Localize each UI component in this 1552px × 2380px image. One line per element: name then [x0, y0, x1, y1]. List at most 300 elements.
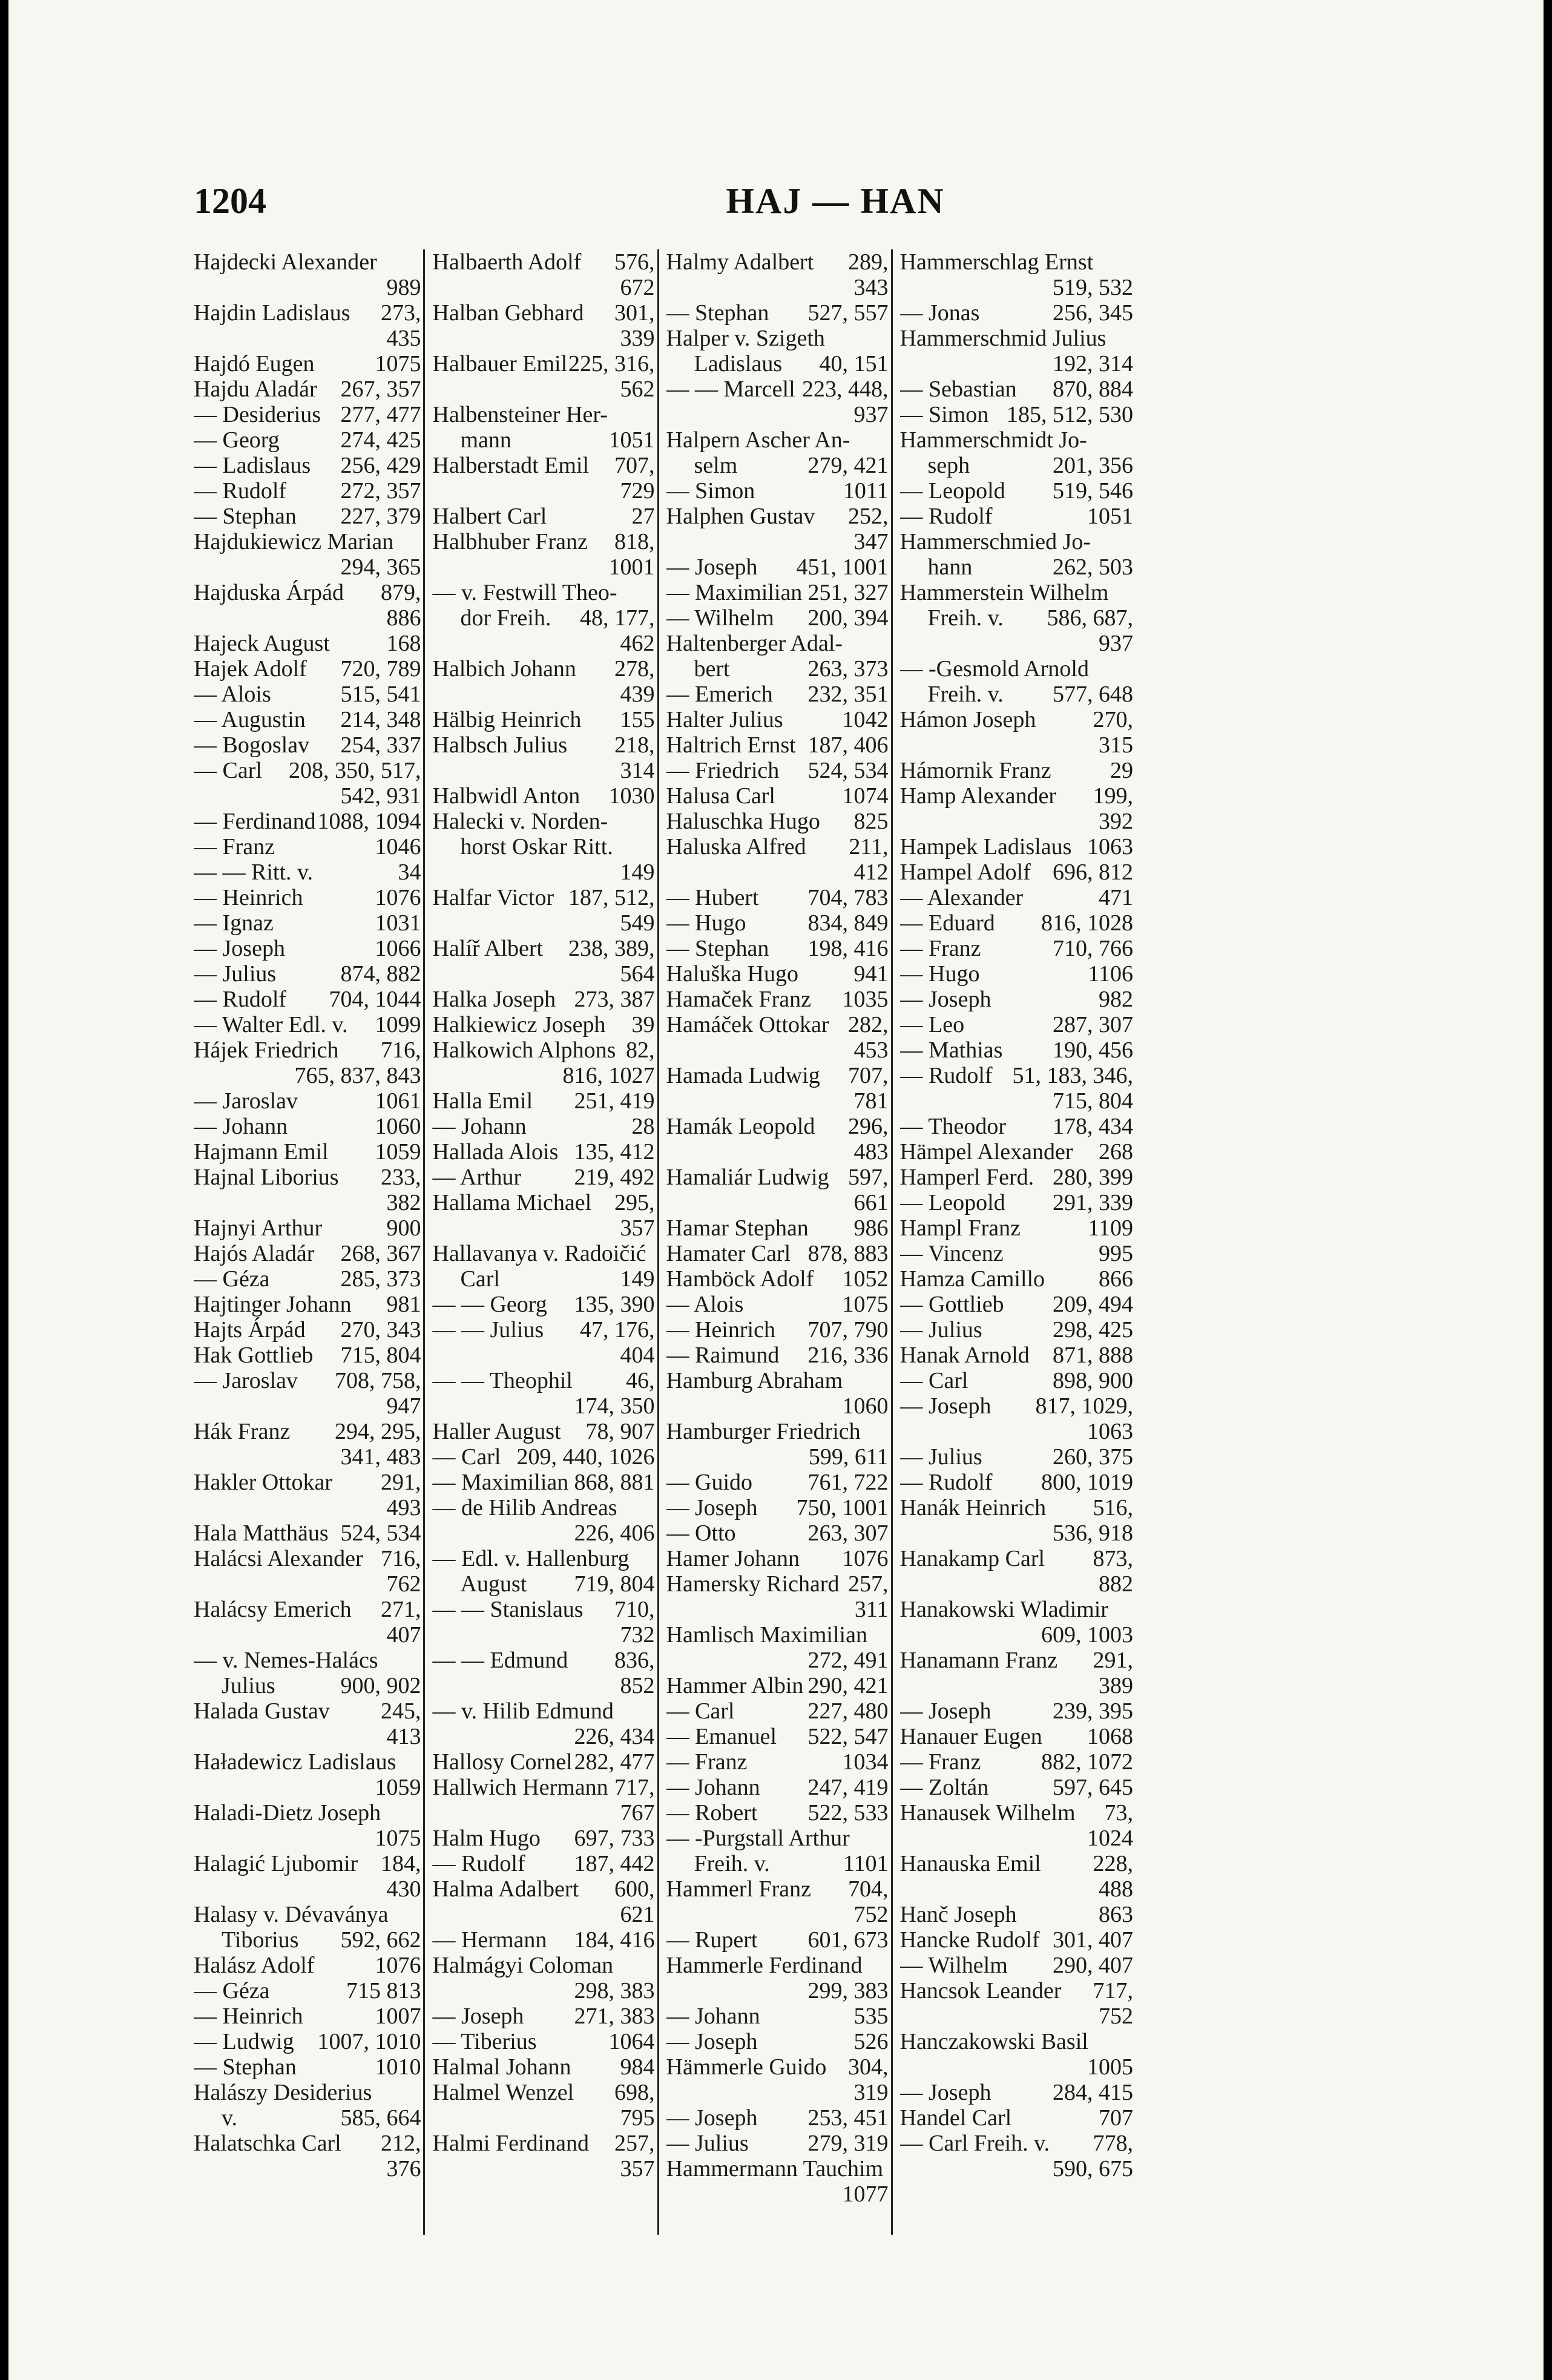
entry-pages: 995	[1099, 1241, 1133, 1266]
directory-entry	[194, 1088, 421, 1114]
entry-pages: 212,	[380, 2131, 421, 2156]
directory-entry	[194, 1037, 421, 1063]
entry-name: Hamák Leopold	[666, 1114, 815, 1139]
directory-entry	[900, 605, 1133, 631]
entry-pages: 720, 789	[340, 656, 421, 682]
directory-entry	[900, 1673, 1133, 1698]
entry-name: — v. Nemes-Halács	[194, 1648, 378, 1673]
entry-pages: 184,	[380, 1851, 421, 1876]
entry-name: Hanč Joseph	[899, 1902, 1017, 1927]
entry-pages: 298, 425	[1053, 1317, 1133, 1343]
entry-pages: 279, 421	[807, 453, 889, 478]
entry-name: — Alois	[194, 682, 271, 707]
entry-pages: 211,	[849, 834, 889, 860]
entry-name: Halatschka Carl	[194, 2131, 341, 2156]
directory-entry	[194, 1063, 421, 1088]
directory-entry	[666, 656, 889, 682]
entry-name: Ladislaus	[694, 351, 783, 376]
entry-name: Hancsok Leander	[899, 1978, 1062, 2004]
directory-entry	[900, 1088, 1133, 1114]
entry-pages: 168	[386, 631, 421, 656]
directory-entry	[194, 682, 421, 707]
entry-pages: 866	[1099, 1266, 1133, 1292]
entry-name: Hajeck August	[194, 631, 330, 656]
directory-entry	[432, 682, 654, 707]
entry-name: — Maximilian	[432, 1470, 569, 1495]
directory-entry	[432, 1343, 654, 1368]
entry-pages: 717,	[614, 1775, 655, 1800]
entry-pages: 1099	[375, 1012, 421, 1037]
directory-entry	[432, 1292, 654, 1317]
entry-pages: 296,	[848, 1114, 889, 1139]
entry-name: — Carl	[432, 1444, 501, 1470]
entry-pages: 576,	[614, 249, 655, 275]
directory-entry	[432, 631, 654, 656]
directory-entry	[432, 1622, 654, 1648]
entry-pages: 1051	[608, 427, 655, 453]
entry-pages: 435	[386, 326, 421, 351]
entry-pages: 319	[853, 2080, 889, 2105]
entry-pages: 227, 480	[807, 1698, 889, 1724]
entry-name: — Joseph	[899, 1393, 991, 1419]
directory-entry	[666, 732, 889, 758]
entry-name: Halmy Adalbert	[666, 249, 814, 275]
entry-name: — Vincenz	[899, 1241, 1004, 1266]
entry-name: Hamater Carl	[666, 1241, 791, 1266]
entry-pages: 282, 477	[574, 1749, 655, 1775]
entry-name: — Otto	[666, 1520, 736, 1546]
entry-pages: 818,	[614, 529, 655, 554]
entry-name: Hajmann Emil	[194, 1139, 329, 1165]
entry-pages: 187, 512,	[568, 885, 655, 910]
entry-pages: 253, 451	[807, 2105, 889, 2131]
directory-entry	[194, 910, 421, 936]
entry-pages: 600,	[614, 1876, 655, 1902]
directory-entry	[666, 936, 889, 961]
directory-entry	[194, 1724, 421, 1749]
directory-entry	[194, 1622, 421, 1648]
entry-pages: 149	[620, 860, 655, 885]
entry-name: Halbensteiner Her-	[432, 402, 608, 427]
entry-pages: 271,	[380, 1597, 421, 1622]
entry-pages: 262, 503	[1053, 554, 1133, 580]
directory-entry	[432, 1317, 654, 1343]
entry-pages: 272, 491	[807, 1648, 889, 1673]
directory-entry	[666, 2131, 889, 2156]
entry-pages: 392	[1099, 809, 1133, 834]
entry-pages: 590, 675	[1053, 2156, 1133, 2181]
directory-entry	[666, 2156, 889, 2181]
directory-entry	[194, 351, 421, 376]
entry-pages: 873,	[1093, 1546, 1133, 1571]
directory-entry	[194, 1266, 421, 1292]
directory-entry	[666, 529, 889, 554]
directory-entry	[900, 1622, 1133, 1648]
entry-pages: 257,	[848, 1571, 889, 1597]
entry-pages: 178, 434	[1053, 1114, 1133, 1139]
entry-name: Hajdó Eugen	[194, 351, 315, 376]
entry-pages: 981	[386, 1292, 421, 1317]
entry-pages: 716,	[380, 1546, 421, 1571]
entry-pages: 941	[853, 961, 889, 987]
entry-pages: 254, 337	[340, 732, 421, 758]
entry-name: Freih. v.	[927, 682, 1004, 707]
entry-name: Haładewicz Ladislaus	[194, 1749, 396, 1775]
directory-entry	[432, 1165, 654, 1190]
directory-entry	[194, 605, 421, 631]
directory-entry	[666, 783, 889, 809]
directory-entry	[900, 1826, 1133, 1851]
entry-pages: 274, 425	[340, 427, 421, 453]
entry-pages: 732	[620, 1622, 655, 1648]
directory-entry	[432, 1088, 654, 1114]
directory-entry	[432, 1775, 654, 1800]
directory-entry	[432, 478, 654, 504]
entry-pages: 290, 421	[807, 1673, 889, 1698]
entry-pages: 339	[620, 326, 655, 351]
directory-entry	[900, 326, 1133, 351]
entry-pages: 886	[386, 605, 421, 631]
entry-name: — Heinrich	[194, 2004, 303, 2029]
entry-name: Julius	[222, 1673, 275, 1698]
directory-entry	[432, 1826, 654, 1851]
entry-name: — Leopold	[899, 478, 1005, 504]
directory-entry	[194, 2156, 421, 2181]
entry-name: — Julius	[899, 1444, 982, 1470]
directory-entry	[194, 1165, 421, 1190]
entry-pages: 1064	[608, 2029, 655, 2054]
directory-entry	[666, 1215, 889, 1241]
entry-pages: 863	[1099, 1902, 1133, 1927]
entry-name: Hancke Rudolf	[899, 1927, 1040, 1953]
directory-entry	[666, 1622, 889, 1648]
directory-entry	[194, 1520, 421, 1546]
page-number: 1204	[194, 181, 266, 221]
directory-entry	[194, 631, 421, 656]
entry-name: — Rudolf	[432, 1851, 525, 1876]
directory-entry	[194, 1495, 421, 1520]
directory-entry	[666, 1266, 889, 1292]
directory-entry	[666, 351, 889, 376]
entry-name: — Stephan	[666, 300, 769, 326]
directory-entry	[432, 1444, 654, 1470]
entry-pages: 716,	[380, 1037, 421, 1063]
entry-name: — Heinrich	[666, 1317, 775, 1343]
entry-name: hann	[927, 554, 973, 580]
directory-entry	[194, 1393, 421, 1419]
entry-pages: 947	[386, 1393, 421, 1419]
directory-entry	[432, 1368, 654, 1393]
entry-name: — Joseph	[666, 2029, 758, 2054]
directory-entry	[432, 834, 654, 860]
entry-name: Hanak Arnold	[899, 1343, 1030, 1368]
entry-pages: 287, 307	[1053, 1012, 1133, 1037]
directory-entry	[666, 631, 889, 656]
directory-entry	[666, 427, 889, 453]
entry-pages: 357	[620, 2156, 655, 2181]
directory-entry	[900, 1546, 1133, 1571]
entry-pages: 836,	[614, 1648, 655, 1673]
entry-name: — Edl. v. Hallenburg	[432, 1546, 630, 1571]
entry-pages: 78, 907	[585, 1419, 655, 1444]
entry-name: Haladi-Dietz Joseph	[194, 1800, 381, 1826]
entry-name: — Rudolf	[899, 1470, 993, 1495]
directory-entry	[900, 1114, 1133, 1139]
directory-entry	[900, 1749, 1133, 1775]
entry-pages: 155	[620, 707, 655, 732]
entry-name: Halácsi Alexander	[194, 1546, 363, 1571]
entry-name: Hanauer Eugen	[899, 1724, 1042, 1749]
directory-entry	[194, 961, 421, 987]
entry-name: — Sebastian	[899, 376, 1017, 402]
directory-entry	[194, 885, 421, 910]
entry-pages: 51, 183, 346,	[1012, 1063, 1133, 1088]
entry-pages: 225, 316,	[568, 351, 655, 376]
entry-name: — -Purgstall Arthur	[666, 1826, 850, 1851]
entry-pages: 290, 407	[1053, 1953, 1133, 1978]
directory-entry	[194, 300, 421, 326]
entry-pages: 696, 812	[1053, 860, 1133, 885]
entry-pages: 471	[1099, 885, 1133, 910]
entry-name: Hammerl Franz	[666, 1876, 812, 1902]
directory-entry	[900, 1292, 1133, 1317]
entry-pages: 1010	[375, 2054, 421, 2080]
column-2	[423, 249, 657, 2235]
entry-pages: 256, 345	[1053, 300, 1133, 326]
entry-pages: 238, 389,	[568, 936, 655, 961]
entry-pages: 198, 416	[807, 936, 889, 961]
entry-pages: 227, 379	[340, 504, 421, 529]
directory-entry	[900, 885, 1133, 910]
entry-name: — Rudolf	[194, 478, 287, 504]
directory-entry	[666, 1775, 889, 1800]
directory-entry	[900, 2156, 1133, 2181]
directory-entry	[900, 1444, 1133, 1470]
entry-pages: 1075	[375, 1826, 421, 1851]
entry-name: — Leo	[899, 1012, 965, 1037]
directory-entry	[900, 1520, 1133, 1546]
directory-entry	[194, 1597, 421, 1622]
entry-name: — Stephan	[666, 936, 769, 961]
page-header	[0, 180, 1552, 235]
directory-entry	[666, 275, 889, 300]
entry-pages: 430	[386, 1876, 421, 1902]
directory-entry	[900, 1266, 1133, 1292]
directory-entry	[432, 961, 654, 987]
entry-pages: 672	[620, 275, 655, 300]
entry-name: — Zoltán	[899, 1775, 989, 1800]
entry-pages: 707, 790	[807, 1317, 889, 1343]
directory-entry	[666, 1902, 889, 1927]
entry-name: Hamburger Friedrich	[666, 1419, 861, 1444]
directory-entry	[194, 1927, 421, 1953]
entry-name: — Desiderius	[194, 402, 321, 427]
directory-entry	[432, 580, 654, 605]
entry-name: Halter Julius	[666, 707, 783, 732]
directory-entry	[194, 478, 421, 504]
entry-pages: 729	[620, 478, 655, 504]
directory-entry	[666, 1495, 889, 1520]
directory-entry	[900, 1571, 1133, 1597]
entry-pages: 270,	[1093, 707, 1133, 732]
entry-pages: 1088, 1094	[317, 809, 421, 834]
directory-entry	[194, 860, 421, 885]
directory-entry	[194, 1139, 421, 1165]
directory-entry	[666, 1444, 889, 1470]
entry-name: Hajdin Ladislaus	[194, 300, 350, 326]
directory-entry	[900, 758, 1133, 783]
entry-name: — Rudolf	[899, 1063, 993, 1088]
entry-name: Halphen Gustav	[666, 504, 815, 529]
entry-name: bert	[694, 656, 730, 682]
directory-entry	[666, 249, 889, 275]
directory-entry	[900, 631, 1133, 656]
entry-pages: 256, 429	[340, 453, 421, 478]
entry-name: Halmel Wenzel	[432, 2080, 574, 2105]
entry-pages: 82,	[626, 1037, 655, 1063]
directory-entry	[900, 1343, 1133, 1368]
entry-pages: 294, 365	[340, 554, 421, 580]
entry-name: Halkowich Alphons	[432, 1037, 616, 1063]
entry-pages: 752	[853, 1902, 889, 1927]
directory-entry	[432, 1749, 654, 1775]
entry-pages: 233,	[380, 1165, 421, 1190]
entry-name: Hajnal Liborius	[194, 1165, 339, 1190]
entry-name: Hämpel Alexander	[899, 1139, 1073, 1165]
entry-pages: 816, 1027	[562, 1063, 655, 1088]
directory-entry	[194, 656, 421, 682]
directory-entry	[194, 1317, 421, 1343]
directory-entry	[666, 1698, 889, 1724]
directory-entry	[432, 885, 654, 910]
directory-entry	[666, 1927, 889, 1953]
directory-entry	[900, 834, 1133, 860]
entry-pages: 834, 849	[807, 910, 889, 936]
directory-entry	[432, 529, 654, 554]
entry-pages: 1030	[608, 783, 655, 809]
directory-entry	[432, 300, 654, 326]
entry-pages: 294, 295,	[334, 1419, 421, 1444]
directory-entry	[666, 1037, 889, 1063]
entry-pages: 304,	[848, 2054, 889, 2080]
entry-name: — Ladislaus	[194, 453, 311, 478]
entry-name: Hallavanya v. Radoičić	[432, 1241, 646, 1266]
directory-entry	[666, 860, 889, 885]
entry-name: Haller August	[432, 1419, 561, 1444]
entry-pages: 698,	[614, 2080, 655, 2105]
directory-entry	[194, 453, 421, 478]
entry-pages: 816, 1028	[1041, 910, 1133, 936]
entry-name: — Heinrich	[194, 885, 303, 910]
directory-entry	[900, 1317, 1133, 1343]
directory-entry	[900, 1648, 1133, 1673]
entry-name: — Hermann	[432, 1927, 547, 1953]
directory-entry	[432, 2004, 654, 2029]
directory-entry	[666, 1749, 889, 1775]
entry-name: — Carl	[194, 758, 262, 783]
entry-pages: 192, 314	[1053, 351, 1133, 376]
entry-name: Halmal Johann	[432, 2054, 571, 2080]
directory-entry	[900, 2131, 1133, 2156]
directory-entry	[900, 860, 1133, 885]
directory-entry	[432, 1495, 654, 1520]
entry-pages: 1035	[842, 987, 889, 1012]
entry-name: — Hubert	[666, 885, 759, 910]
directory-entry	[194, 1343, 421, 1368]
entry-name: Hajts Árpád	[194, 1317, 306, 1343]
entry-pages: 251, 419	[574, 1088, 655, 1114]
entry-name: — — Marcell	[666, 376, 795, 402]
directory-entry	[194, 2105, 421, 2131]
entry-pages: 937	[853, 402, 889, 427]
entry-name: — — Theophil	[432, 1368, 573, 1393]
entry-name: Hák Franz	[194, 1419, 291, 1444]
directory-entry	[900, 732, 1133, 758]
entry-name: Hajduska Árpád	[194, 580, 344, 605]
entry-pages: 284, 415	[1053, 2080, 1133, 2105]
directory-entry	[900, 1139, 1133, 1165]
entry-pages: 817, 1029,	[1035, 1393, 1133, 1419]
directory-entry	[666, 1012, 889, 1037]
entry-name: Halla Emil	[432, 1088, 533, 1114]
entry-name: — Ferdinand	[194, 809, 316, 834]
entry-pages: 341, 483	[340, 1444, 421, 1470]
entry-pages: 1024	[1087, 1826, 1133, 1851]
directory-entry	[432, 1190, 654, 1215]
entry-pages: 282,	[848, 1012, 889, 1037]
directory-entry	[432, 504, 654, 529]
directory-entry	[432, 275, 654, 300]
entry-name: — Friedrich	[666, 758, 780, 783]
entry-pages: 898, 900	[1053, 1368, 1133, 1393]
directory-entry	[900, 1978, 1133, 2004]
entry-name: Halbauer Emil	[432, 351, 568, 376]
entry-pages: 28	[631, 1114, 655, 1139]
entry-name: Halagić Ljubomir	[194, 1851, 358, 1876]
entry-pages: 462	[620, 631, 655, 656]
entry-pages: 252,	[848, 504, 889, 529]
directory-entry	[900, 351, 1133, 376]
entry-pages: 184, 416	[574, 1927, 655, 1953]
directory-entry	[666, 478, 889, 504]
entry-name: Hamaček Franz	[666, 987, 811, 1012]
entry-name: Hammerschlag Ernst	[899, 249, 1094, 275]
directory-entry	[432, 860, 654, 885]
directory-entry	[432, 1953, 654, 1978]
entry-pages: 697, 733	[574, 1826, 655, 1851]
entry-name: — Mathias	[899, 1037, 1003, 1063]
entry-pages: 1051	[1087, 504, 1133, 529]
entry-name: — Franz	[666, 1749, 748, 1775]
directory-entry	[432, 783, 654, 809]
entry-pages: 453	[853, 1037, 889, 1063]
entry-pages: 522, 533	[807, 1800, 889, 1826]
entry-pages: 562	[620, 376, 655, 402]
directory-entry	[432, 1800, 654, 1826]
directory-entry	[666, 961, 889, 987]
directory-entry	[432, 554, 654, 580]
directory-entry	[900, 1037, 1133, 1063]
directory-entry	[900, 402, 1133, 427]
column-1	[191, 249, 423, 2235]
entry-name: Hammerschmidt Jo-	[899, 427, 1087, 453]
entry-name: Hala Matthäus	[194, 1520, 329, 1546]
directory-entry	[666, 1139, 889, 1165]
directory-entry	[432, 910, 654, 936]
directory-entry	[432, 1724, 654, 1749]
entry-pages: 270, 343	[340, 1317, 421, 1343]
entry-pages: 900, 902	[340, 1673, 421, 1698]
